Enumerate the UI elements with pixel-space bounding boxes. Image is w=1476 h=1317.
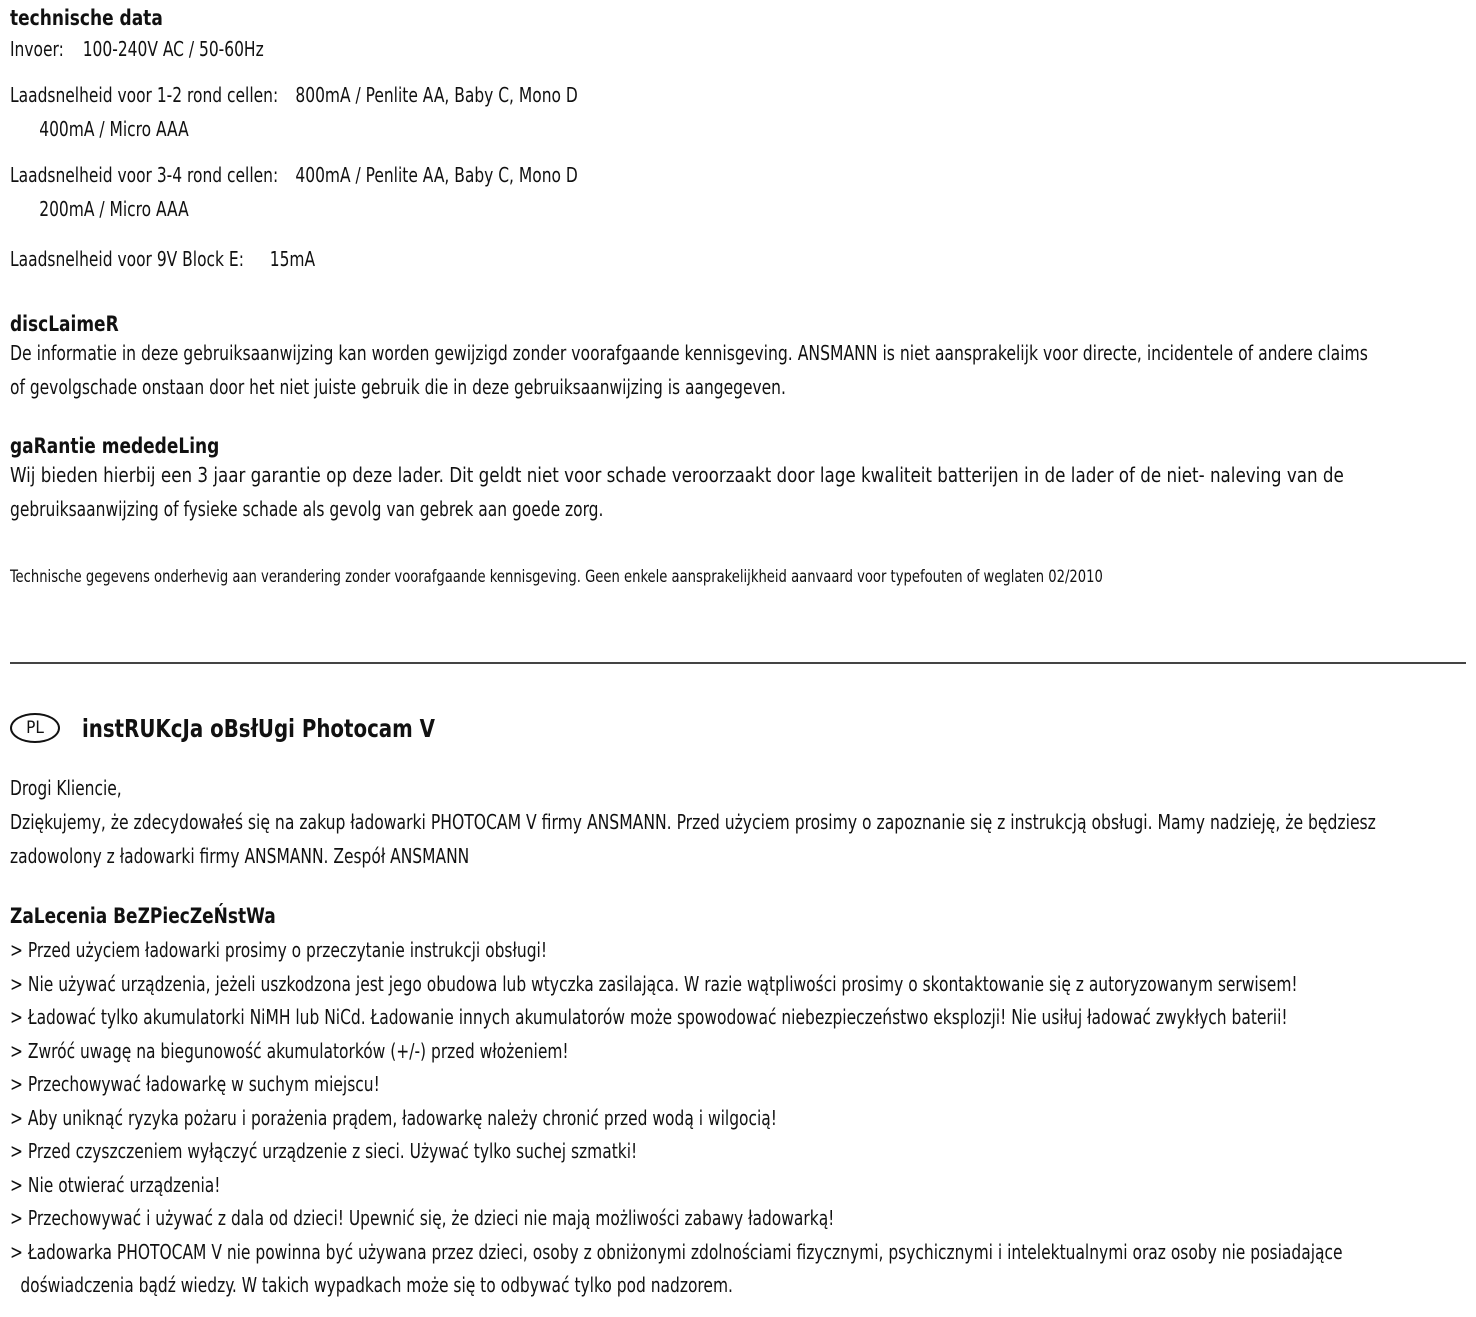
technical-data-heading: technische data [10, 6, 163, 30]
polish-safety-section [10, 904, 1466, 1303]
charge-rate-1-value-aaa: 400mA / Micro AAA [39, 117, 189, 141]
safety-item: > Zwróć uwagę na biegunowość akumulatorków (+/-) przed włożeniem! [10, 1038, 569, 1063]
charge-rate-1-value: 800mA / Penlite AA, Baby C, Mono D [295, 83, 578, 107]
dutch-section [10, 6, 1466, 588]
safety-item: > Przed czyszczeniem wyłączyć urządzenie z sieci. Używać tylko suchej szmatki! [10, 1139, 638, 1163]
disclaimer-heading: discLaimeR [10, 312, 119, 336]
warranty-line-1: Wij bieden hierbij een 3 jaar garantie op deze lader. Dit geldt niet voor schade veroorzaakt door lage kwaliteit batterijen in de lader of de niet- naleving van de [10, 463, 1344, 487]
disclaimer-line-1: De informatie in deze gebruiksaanwijzing kan worden gewijzigd zonder voorafgaande kennisgeving. ANSMANN is niet aansprakelijk voor directe, incidentele of andere claims [10, 341, 1368, 365]
charge-rate-1-row [10, 78, 1262, 112]
safety-item: > Przechowywać i używać z dala od dzieci! Upewnić się, że dzieci nie mają możliwości zabawy ładowarką! [10, 1206, 835, 1230]
safety-item: > Nie używać urządzenia, jeżeli uszkodzona jest jego obudowa lub wtyczka zasilająca. W razie wątpliwości prosimy o skontaktowanie się z autoryzowanym serwisem! [10, 971, 1298, 996]
safety-item-continuation: doświadczenia bądź wiedzy. W takich wypadkach może się to odbywać tylko pod nadzorem. [20, 1273, 733, 1297]
input-spec-row [10, 32, 1262, 66]
safety-item: > Przechowywać ładowarkę w suchym miejscu! [10, 1072, 380, 1096]
section-divider [10, 662, 1466, 664]
footnote: Technische gegevens onderhevig aan verandering zonder voorafgaande kennisgeving. Geen enkele aansprakelijkheid aanvaard voor typefouten of weglaten 02/2010 [10, 567, 1103, 587]
safety-item: > Przed użyciem ładowarki prosimy o przeczytanie instrukcji obsługi! [10, 938, 548, 962]
charge-rate-2-row [10, 158, 1262, 192]
polish-safety-list [10, 934, 1466, 1303]
disclaimer-line-2: of gevolgschade onstaan door het niet juiste gebruik die in deze gebruiksaanwijzing is aangegeven. [10, 375, 786, 399]
language-badge-pl: PL [10, 713, 60, 743]
polish-intro-line-2: zadowolony z ładowarki firmy ANSMANN. Zespół ANSMANN [10, 844, 470, 868]
charge-rate-3-label: Laadsnelheid voor 9V Block E: [10, 247, 244, 271]
safety-item: > Ładować tylko akumulatorki NiMH lub NiCd. Ładowanie innych akumulatorów może spowodować niebezpieczeństwo eksplozji! Nie usiłuj ładować zwykłych baterii! [10, 1005, 1288, 1029]
safety-item: > Aby uniknąć ryzyka pożaru i porażenia prądem, ładowarkę należy chronić przed wodą i wilgocią! [10, 1105, 777, 1130]
charge-rate-3-row [10, 242, 1262, 276]
polish-greeting: Drogi Kliencie, [10, 776, 122, 800]
charge-rate-2-value: 400mA / Penlite AA, Baby C, Mono D [295, 163, 578, 187]
polish-manual-title: instRUKcJa oBsłUgi Photocam V [82, 713, 435, 743]
polish-header [10, 713, 483, 743]
safety-item: > Nie otwierać urządzenia! [10, 1172, 221, 1197]
safety-item: > Ładowarka PHOTOCAM V nie powinna być używana przez dzieci, osoby z obniżonymi zdolnościami fizycznymi, psychicznymi i intelektualnymi oraz osoby nie posiadające [10, 1239, 1343, 1264]
warranty-line-2: gebruiksaanwijzing of fysieke schade als gevolg van gebrek aan goede zorg. [10, 497, 604, 521]
input-spec-label: Invoer: [10, 37, 64, 61]
polish-intro-line-1: Dziękujemy, że zdecydowałeś się na zakup ładowarki PHOTOCAM V firmy ANSMANN. Przed użyciem prosimy o zapoznanie się z instrukcją obsługi. Mamy nadzieję, że będziesz [10, 810, 1376, 834]
polish-intro [10, 771, 1466, 873]
warranty-heading: gaRantie mededeLing [10, 434, 220, 458]
charge-rate-3-value: 15mA [269, 247, 316, 271]
charge-rate-1-label: Laadsnelheid voor 1-2 rond cellen: [10, 83, 279, 107]
polish-safety-heading: ZaLecenia BeZPiecZeŃstWa [10, 904, 276, 928]
charge-rate-2-value-aaa: 200mA / Micro AAA [39, 197, 189, 221]
input-spec-value: 100-240V AC / 50-60Hz [82, 37, 264, 61]
charge-rate-2-label: Laadsnelheid voor 3-4 rond cellen: [10, 163, 279, 187]
